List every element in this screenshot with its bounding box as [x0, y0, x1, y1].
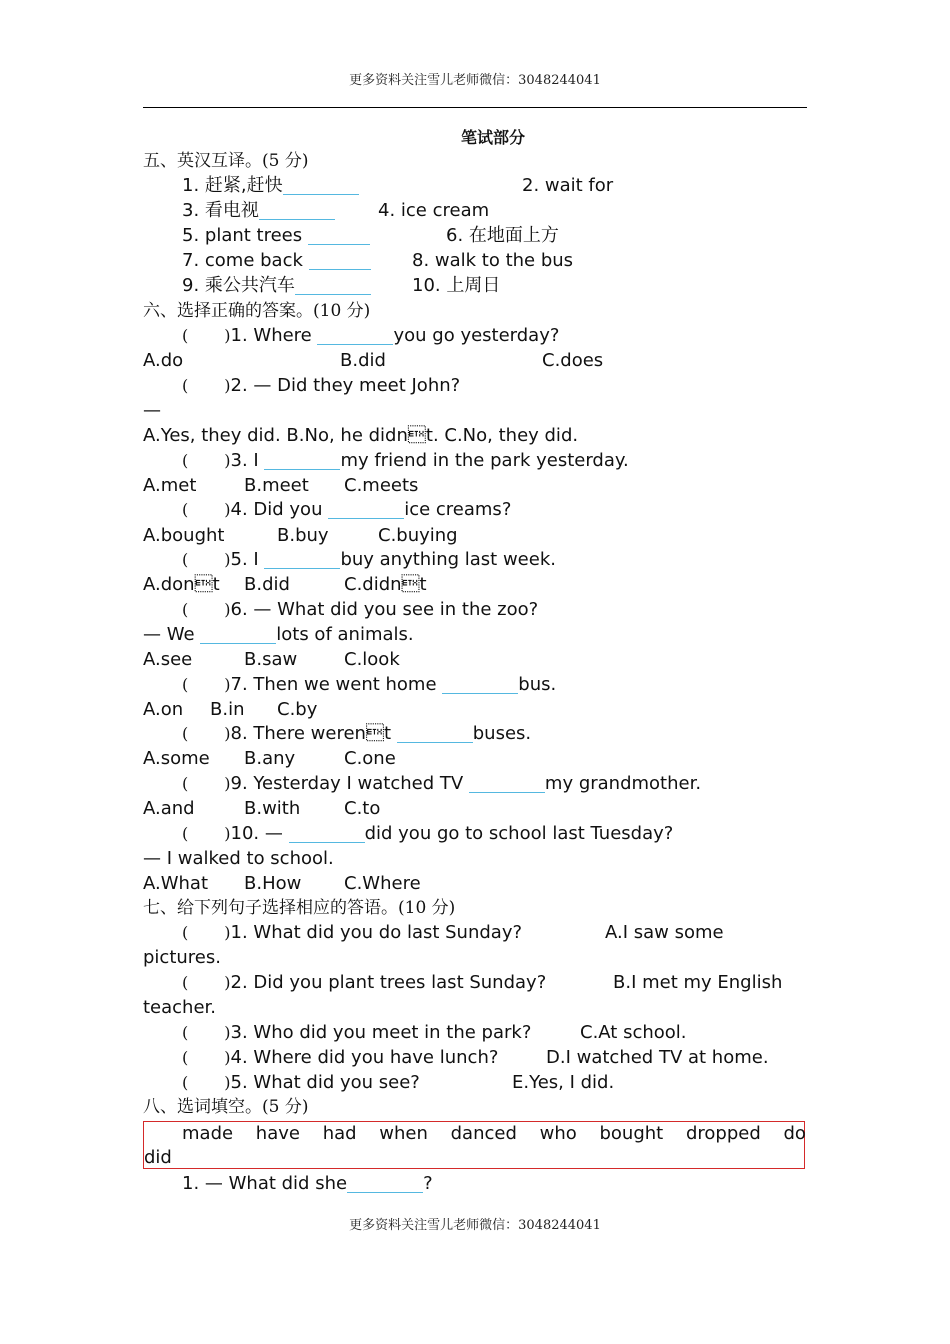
s6-q7-option-a: A.on — [143, 699, 184, 720]
s6-question-8: ( )8. There werent buses. — [182, 723, 532, 744]
word-bank-word: bought — [599, 1123, 664, 1144]
s6-q2-dash: — — [143, 400, 161, 421]
s6-q6-answer-line: — We lots of animals. — [143, 624, 414, 645]
s6-q4-option-c: C.buying — [378, 525, 458, 546]
s5-item-4: 4. ice cream — [378, 200, 490, 221]
header-rule — [143, 107, 807, 108]
page-title: 笔试部分 — [460, 128, 525, 147]
s5-item-7: 7. come back — [182, 250, 371, 272]
s7-answer-d: D.I watched TV at home. — [546, 1047, 769, 1068]
word-bank-word: had — [322, 1123, 357, 1144]
word-bank-word: who — [539, 1123, 577, 1144]
section5-heading: 五、英汉互译。(5 分) — [143, 151, 309, 171]
answer-blank[interactable] — [317, 326, 393, 345]
s7-answer-a: A.I saw some — [605, 922, 724, 943]
s5-item-2: 2. wait for — [522, 175, 614, 196]
s6-q2-options: A.Yes, they did. B.No, he didnt. C.No, they did. — [143, 425, 579, 446]
s6-q1-option-a: A.do — [143, 350, 184, 371]
answer-blank[interactable] — [259, 201, 335, 220]
word-bank-word-last: did — [144, 1147, 172, 1168]
s8-question-1: 1. — What did she ? — [182, 1173, 433, 1194]
s6-question-2: ( )2. — Did they meet John? — [182, 375, 461, 396]
s7-question-3: ( )3. Who did you meet in the park? — [182, 1022, 532, 1043]
s5-item-6: 6. 在地面上方 — [446, 225, 559, 246]
s7-question-4: ( )4. Where did you have lunch? — [182, 1047, 499, 1068]
s6-q10-option-c: C.Where — [344, 873, 421, 894]
s6-q7-option-c: C.by — [277, 699, 318, 720]
answer-blank[interactable] — [264, 550, 340, 569]
s6-q5-option-a: A.dont — [143, 574, 220, 595]
s6-q1-option-b: B.did — [340, 350, 386, 371]
word-bank-word: have — [255, 1123, 300, 1144]
page-footer: 更多资料关注雪儿老师微信：3048244041 — [349, 1218, 601, 1233]
s5-item-1: 1. 赶紧,赶快 — [182, 175, 359, 197]
s6-question-6: ( )6. — What did you see in the zoo? — [182, 599, 539, 620]
answer-blank[interactable] — [469, 774, 545, 793]
answer-blank[interactable] — [264, 451, 340, 470]
s6-q6-option-a: A.see — [143, 649, 193, 670]
s7-question-5: ( )5. What did you see? — [182, 1072, 420, 1093]
s6-q10-answer-line: — I walked to school. — [143, 848, 334, 869]
s6-q9-option-a: A.and — [143, 798, 195, 819]
s6-q6-option-c: C.look — [344, 649, 400, 670]
s6-q4-option-b: B.buy — [277, 525, 329, 546]
s6-q3-option-b: B.meet — [244, 475, 309, 496]
s6-q4-option-a: A.bought — [143, 525, 225, 546]
s5-item-9: 9. 乘公共汽车 — [182, 275, 371, 297]
word-bank-word: when — [379, 1123, 428, 1144]
s6-q8-option-a: A.some — [143, 748, 210, 769]
answer-blank[interactable] — [200, 625, 276, 644]
answer-blank[interactable] — [308, 226, 370, 245]
s5-item-8: 8. walk to the bus — [412, 250, 574, 271]
s7-answer-a-cont: pictures. — [143, 947, 221, 968]
s6-q8-option-b: B.any — [244, 748, 296, 769]
s6-q9-option-c: C.to — [344, 798, 381, 819]
s6-q1-option-c: C.does — [542, 350, 604, 371]
s5-item-10: 10. 上周日 — [412, 275, 501, 296]
s6-q6-option-b: B.saw — [244, 649, 298, 670]
s6-q3-option-a: A.met — [143, 475, 197, 496]
answer-blank[interactable] — [442, 675, 518, 694]
answer-blank[interactable] — [289, 824, 365, 843]
s7-answer-e: E.Yes, I did. — [512, 1072, 615, 1093]
s6-q3-option-c: C.meets — [344, 475, 419, 496]
word-bank-word: danced — [450, 1123, 517, 1144]
s6-q10-option-b: B.How — [244, 873, 302, 894]
s7-question-2: ( )2. Did you plant trees last Sunday? — [182, 972, 547, 993]
word-bank — [182, 1123, 806, 1145]
s6-question-1: ( )1. Where you go yesterday? — [182, 325, 560, 346]
s6-question-9: ( )9. Yesterday I watched TV my grandmother. — [182, 773, 702, 794]
s6-question-7: ( )7. Then we went home bus. — [182, 674, 557, 695]
s6-question-3: ( )3. I my friend in the park yesterday. — [182, 450, 629, 471]
s6-q8-option-c: C.one — [344, 748, 396, 769]
answer-blank[interactable] — [309, 251, 371, 270]
answer-blank[interactable] — [347, 1174, 423, 1193]
s6-q10-option-a: A.What — [143, 873, 209, 894]
s7-answer-b-cont: teacher. — [143, 997, 217, 1018]
s6-q5-option-c: C.didnt — [344, 574, 427, 595]
s5-item-3: 3. 看电视 — [182, 200, 335, 222]
s6-question-5: ( )5. I buy anything last week. — [182, 549, 556, 570]
word-bank-word: dropped — [685, 1123, 761, 1144]
word-bank-word: made — [182, 1123, 234, 1144]
s6-question-4: ( )4. Did you ice creams? — [182, 499, 512, 520]
section6-heading: 六、选择正确的答案。(10 分) — [143, 301, 371, 321]
answer-blank[interactable] — [283, 176, 359, 195]
s6-q9-option-b: B.with — [244, 798, 301, 819]
answer-blank[interactable] — [328, 500, 404, 519]
s6-question-10: ( )10. — did you go to school last Tuesday? — [182, 823, 674, 844]
section7-heading: 七、给下列句子选择相应的答语。(10 分) — [143, 898, 456, 918]
s7-question-1: ( )1. What did you do last Sunday? — [182, 922, 523, 943]
s7-answer-b: B.I met my English — [613, 972, 783, 993]
s6-q7-option-b: B.in — [210, 699, 245, 720]
s7-answer-c: C.At school. — [580, 1022, 687, 1043]
answer-blank[interactable] — [397, 724, 473, 743]
section8-heading: 八、选词填空。(5 分) — [143, 1097, 309, 1117]
s5-item-5: 5. plant trees — [182, 225, 370, 247]
word-bank-word: do — [783, 1123, 806, 1144]
page-header: 更多资料关注雪儿老师微信：3048244041 — [349, 73, 601, 88]
s6-q5-option-b: B.did — [244, 574, 290, 595]
answer-blank[interactable] — [295, 276, 371, 295]
